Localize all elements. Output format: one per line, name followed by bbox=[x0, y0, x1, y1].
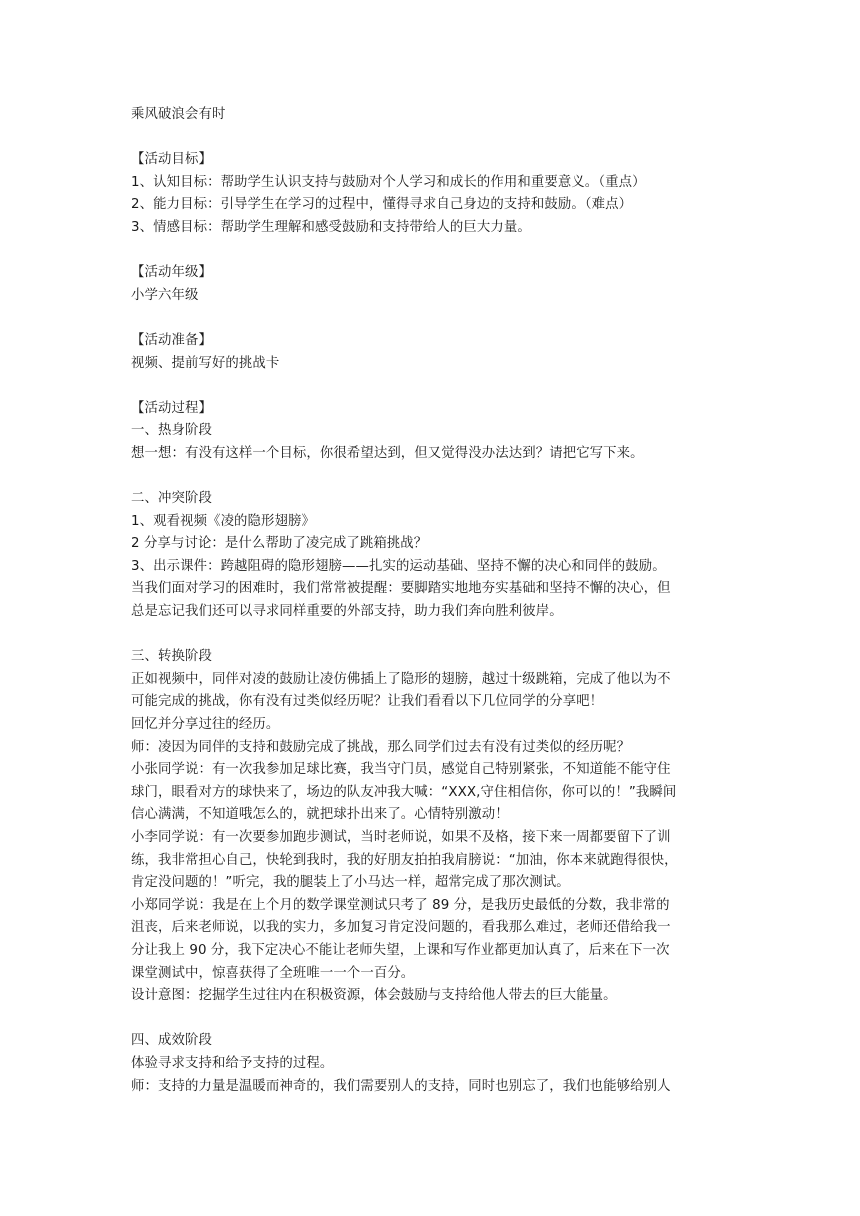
stage3-line: 小郑同学说：我是在上个月的数学课堂测试只考了 89 分，是我历史最低的分数，我非常的 bbox=[131, 897, 670, 913]
stage2-line: 1、观看视频《凌的隐形翅膀》 bbox=[131, 513, 315, 529]
stage2-heading: 二、冲突阶段 bbox=[131, 491, 212, 507]
goals-heading: 【活动目标】 bbox=[131, 152, 212, 168]
goal-item: 1、认知目标：帮助学生认识支持与鼓励对个人学习和成长的作用和重要意义。（重点） bbox=[131, 174, 646, 190]
stage3-line: 正如视频中，同伴对凌的鼓励让凌仿佛插上了隐形的翅膀，越过十级跳箱，完成了他以为不 bbox=[131, 671, 671, 687]
blank-line bbox=[131, 307, 731, 330]
stage3-heading: 三、转换阶段 bbox=[131, 649, 212, 665]
stage2-line: 3、出示课件：跨越阻碍的隐形翅膀——扎实的运动基础、坚持不懈的决心和同伴的鼓励。 bbox=[131, 558, 666, 574]
stage3-line: 设计意图：挖掘学生过往内在积极资源，体会鼓励与支持给他人带去的巨大能量。 bbox=[131, 988, 617, 1004]
stage3-line: 信心满满，不知道哦怎么的，就把球扑出来了。心情特别激动！ bbox=[131, 807, 509, 823]
stage3-line: 师：凌因为同伴的支持和鼓励完成了挑战，那么同学们过去有没有过类似的经历呢？ bbox=[131, 739, 631, 755]
blank-line bbox=[131, 1008, 731, 1031]
document-title: 乘风破浪会有时 bbox=[131, 107, 226, 122]
stage3-line: 肯定没问题的！”听完，我的腿装上了小马达一样，超常完成了那次测试。 bbox=[131, 875, 570, 891]
document-body bbox=[131, 104, 731, 1098]
stage3-line: 回忆并分享过往的经历。 bbox=[131, 717, 280, 733]
stage3-line: 沮丧，后来老师说，以我的实力，多加复习肯定没问题的，看我那么难过，老师还借给我一 bbox=[131, 920, 671, 936]
stage3-line: 分让我上 90 分，我下定决心不能让老师失望，上课和写作业都更加认真了，后来在下一次 bbox=[131, 942, 670, 958]
process-heading: 【活动过程】 bbox=[131, 400, 212, 416]
stage4-line: 师：支持的力量是温暖而神奇的，我们需要别人的支持，同时也别忘了，我们也能够给别人 bbox=[131, 1078, 671, 1094]
stage3-line: 球门，眼看对方的球快来了，场边的队友冲我大喊：“XXX,守住相信你，你可以的！”我瞬间 bbox=[131, 784, 677, 800]
stage2-line: 当我们面对学习的困难时，我们常常被提醒：要脚踏实地地夯实基础和坚持不懈的决心，但 bbox=[131, 581, 671, 597]
stage4-line: 体验寻求支持和给予支持的过程。 bbox=[131, 1055, 334, 1071]
stage3-line: 小李同学说：有一次要参加跑步测试，当时老师说，如果不及格，接下来一周都要留下了训 bbox=[131, 830, 671, 845]
stage1-text: 想一想：有没有这样一个目标，你很希望达到，但又觉得没办法达到？请把它写下来。 bbox=[131, 445, 644, 461]
prep-heading: 【活动准备】 bbox=[131, 332, 212, 348]
stage2-line: 总是忘记我们还可以寻求同样重要的外部支持，助力我们奔向胜利彼岸。 bbox=[131, 604, 563, 620]
stage3-line: 可能完成的挑战，你有没有过类似经历呢？让我们看看以下几位同学的分享吧！ bbox=[131, 694, 604, 710]
stage1-heading: 一、热身阶段 bbox=[131, 423, 212, 439]
blank-line bbox=[131, 240, 731, 263]
stage4-heading: 四、成效阶段 bbox=[131, 1033, 212, 1049]
goal-item: 2、能力目标：引导学生在学习的过程中，懂得寻求自己身边的支持和鼓励。（难点） bbox=[131, 197, 633, 213]
prep-text: 视频、提前写好的挑战卡 bbox=[131, 355, 280, 371]
blank-line bbox=[131, 624, 731, 647]
grade-text: 小学六年级 bbox=[131, 287, 199, 303]
stage3-line: 小张同学说：有一次我参加足球比赛，我当守门员，感觉自己特别紧张，不知道能不能守住 bbox=[131, 762, 671, 778]
stage3-line: 练，我非常担心自己，快轮到我时，我的好朋友拍拍我肩膀说：“加油，你本来就跑得很快， bbox=[131, 852, 678, 868]
goal-item: 3、情感目标：帮助学生理解和感受鼓励和支持带给人的巨大力量。 bbox=[131, 219, 531, 235]
blank-line bbox=[131, 375, 731, 398]
stage3-line: 课堂测试中，惊喜获得了全班唯一一个一百分。 bbox=[131, 965, 415, 981]
blank-line bbox=[131, 127, 731, 150]
grade-heading: 【活动年级】 bbox=[131, 265, 212, 281]
stage2-line: 2 分享与讨论：是什么帮助了凌完成了跳箱挑战？ bbox=[131, 536, 428, 552]
blank-line bbox=[131, 466, 731, 489]
